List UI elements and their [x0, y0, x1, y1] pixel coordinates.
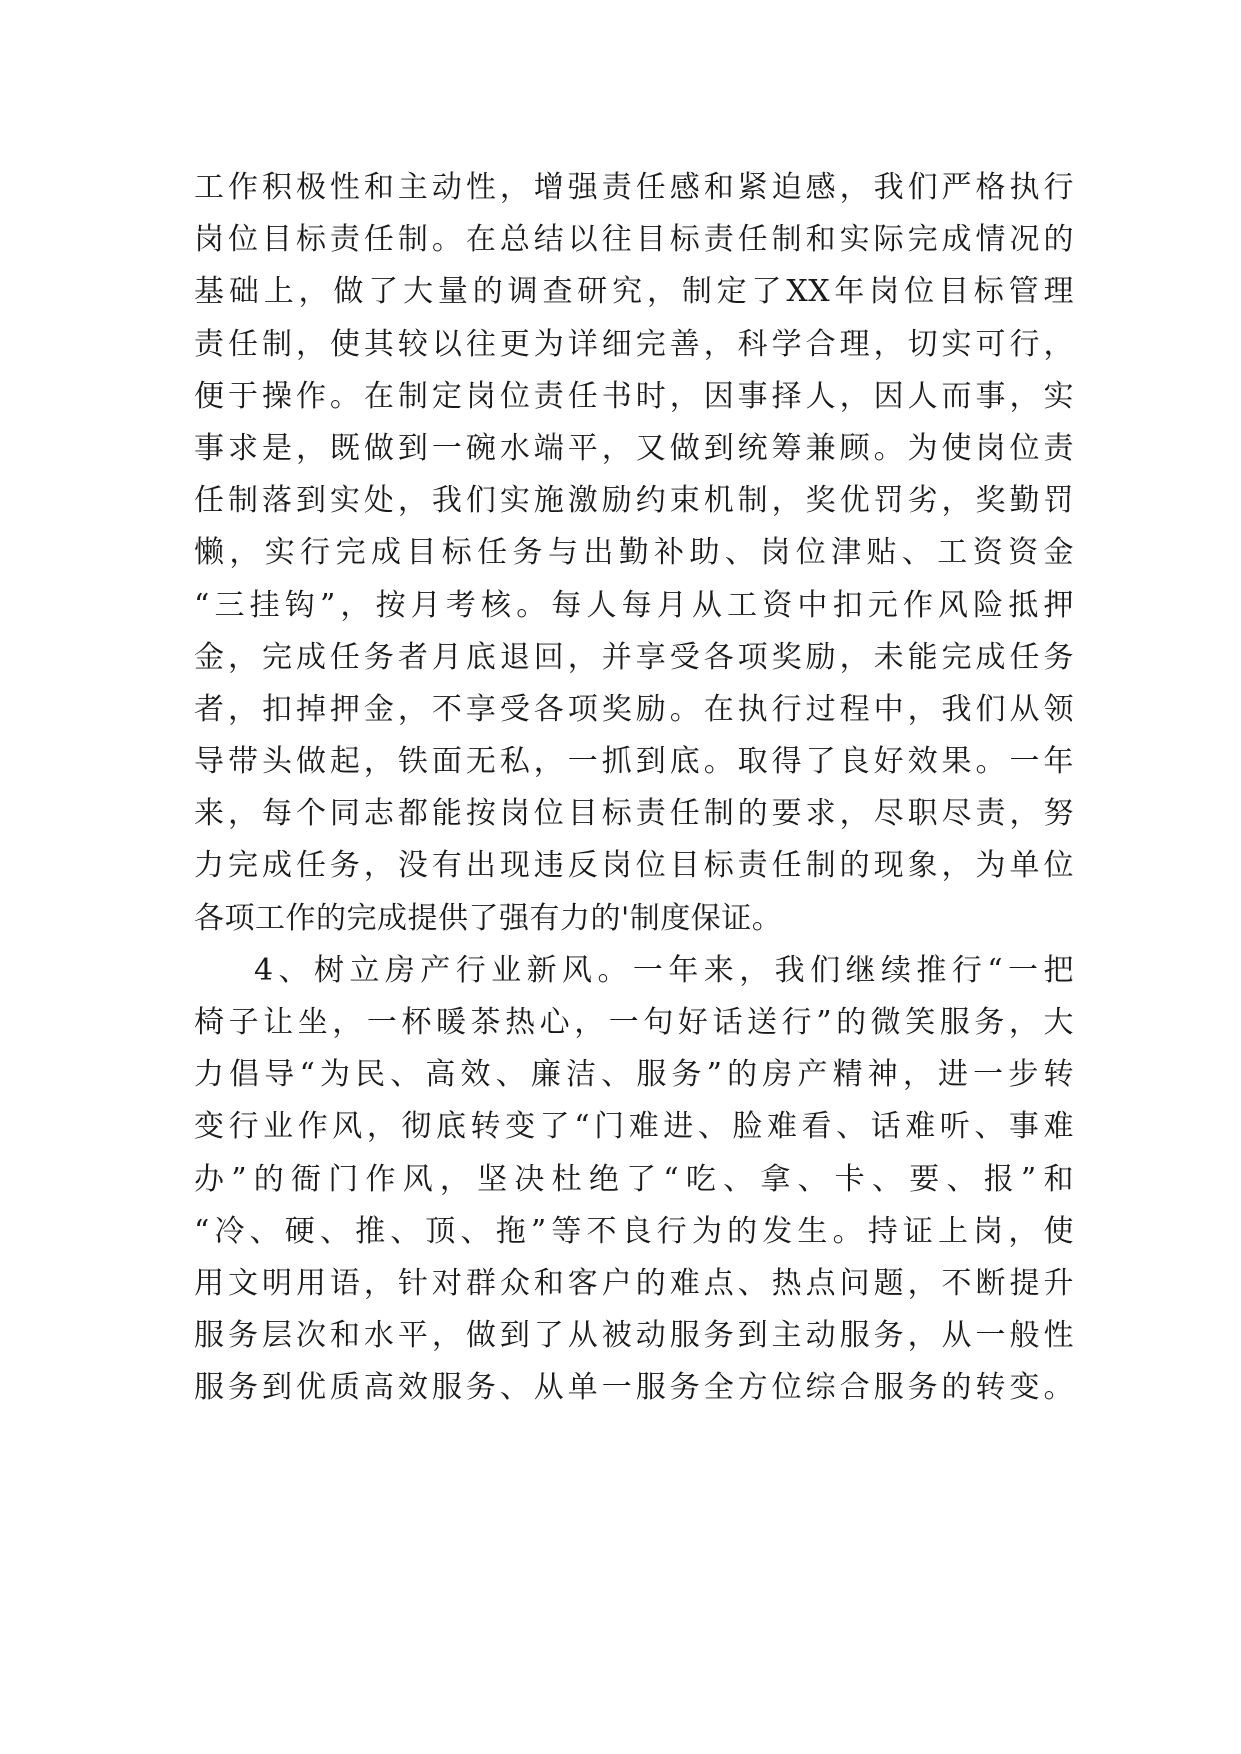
paragraph-line: “冷、硬、推、顶、拖”等不良行为的发生。持证上岗，使: [194, 1213, 1074, 1249]
paragraph-line: 便于操作。在制定岗位责任书时，因事择人，因人而事，实: [194, 378, 1074, 414]
paragraph-line: 用文明用语，针对群众和客户的难点、热点问题，不断提升: [194, 1265, 1074, 1301]
paragraph-line: 变行业作风，彻底转变了“门难进、脸难看、话难听、事难: [194, 1109, 1074, 1145]
paragraph-line: 事求是，既做到一碗水端平，又做到统筹兼顾。为使岗位责: [194, 430, 1074, 466]
paragraph-line: 各项工作的完成提供了强有力的'制度保证。: [194, 900, 783, 936]
paragraph-2: [194, 945, 1074, 1415]
paragraph-line: 力倡导“为民、高效、廉洁、服务”的房产精神，进一步转: [194, 1057, 1074, 1093]
paragraph-line: 任制落到实处，我们实施激励约束机制，奖优罚劣，奖勤罚: [194, 483, 1074, 519]
paragraph-line: 办”的衙门作风，坚决杜绝了“吃、拿、卡、要、报”和: [194, 1161, 1074, 1197]
paragraph-line: 导带头做起，铁面无私，一抓到底。取得了良好效果。一年: [194, 744, 1074, 780]
paragraph-line: 岗位目标责任制。在总结以往目标责任制和实际完成情况的: [194, 222, 1074, 258]
paragraph-line: 金，完成任务者月底退回，并享受各项奖励，未能完成任务: [194, 639, 1074, 675]
paragraph-line: 4、树立房产行业新风。一年来，我们继续推行“一把: [254, 952, 1074, 988]
paragraph-1: [194, 162, 1074, 945]
paragraph-line: 椅子让坐，一杯暖茶热心，一句好话送行”的微笑服务，大: [194, 1005, 1074, 1040]
paragraph-line: “三挂钩”，按月考核。每人每月从工资中扣元作风险抵押: [194, 587, 1074, 623]
paragraph-line: 工作积极性和主动性，增强责任感和紧迫感，我们严格执行: [194, 170, 1074, 205]
document-body: [194, 162, 1074, 1415]
paragraph-line: 力完成任务，没有出现违反岗位目标责任制的现象，为单位: [194, 848, 1074, 884]
paragraph-line: 基础上，做了大量的调查研究，制定了XX年岗位目标管理: [194, 274, 1074, 310]
paragraph-line: 懒，实行完成目标任务与出勤补助、岗位津贴、工资资金: [194, 535, 1074, 571]
paragraph-line: 服务到优质高效服务、从单一服务全方位综合服务的转变。: [194, 1370, 1074, 1406]
paragraph-line: 责任制，使其较以往更为详细完善，科学合理，切实可行，: [194, 326, 1074, 362]
paragraph-line: 者，扣掉押金，不享受各项奖励。在执行过程中，我们从领: [194, 691, 1074, 727]
paragraph-line: 来，每个同志都能按岗位目标责任制的要求，尽职尽责，努: [194, 796, 1074, 832]
paragraph-line: 服务层次和水平，做到了从被动服务到主动服务，从一般性: [194, 1318, 1074, 1354]
